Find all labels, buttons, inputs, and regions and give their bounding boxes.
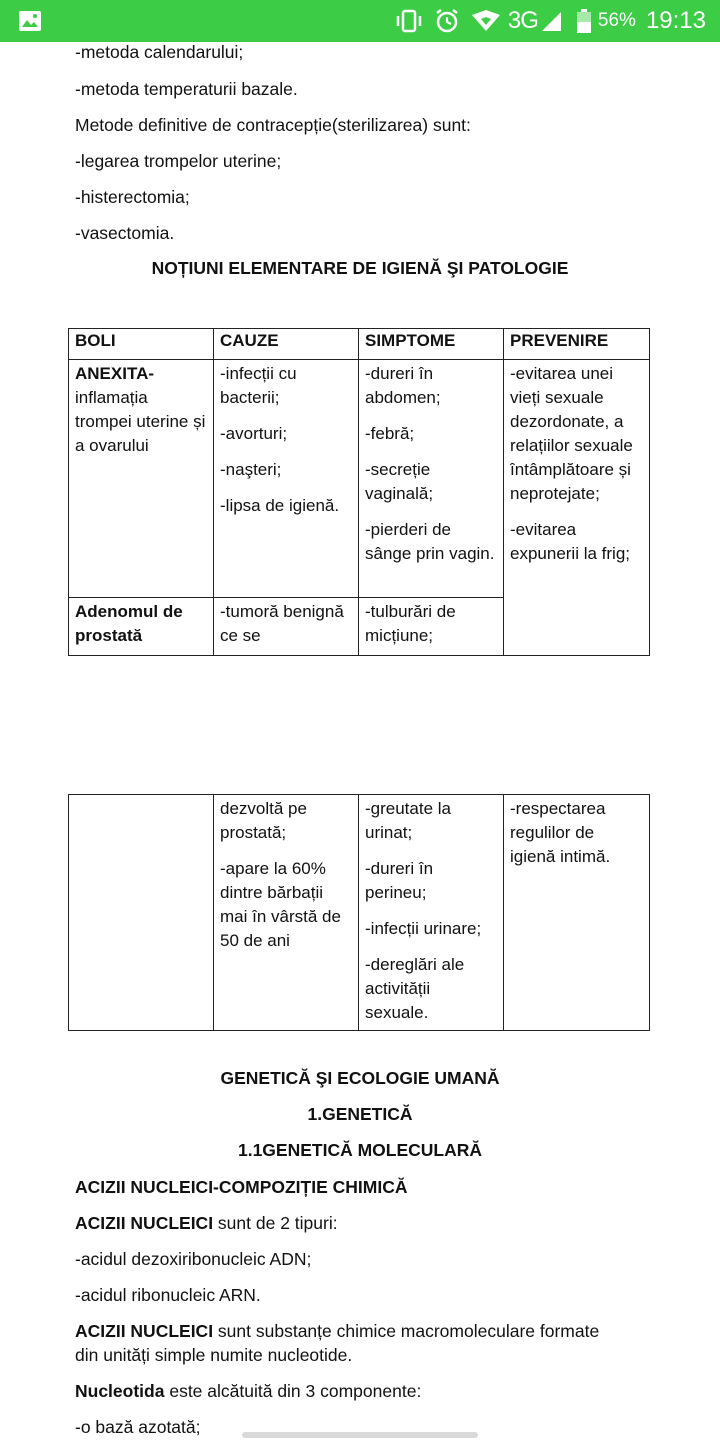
cause-item: -lipsa de igienă. [220, 496, 340, 515]
prevention-item: -evitarea unei vieți sexuale dezordonate, a relațiilor sexuale întâmplătoare și neprotejate; [510, 364, 633, 503]
battery-percent: 56% [597, 10, 636, 31]
text-line: -metoda calendarului; [75, 42, 244, 62]
bold-term: Nucleotida [75, 1381, 165, 1401]
text-line: -acidul dezoxiribonucleic ADN; [75, 1249, 312, 1269]
cause-cell [214, 795, 359, 1031]
alarm-icon [432, 8, 462, 34]
text-line: -o bază azotată; [75, 1417, 201, 1437]
symptom-item: -dureri în abdomen; [365, 364, 441, 407]
disease-cell [69, 360, 214, 598]
cause-item: -avorturi; [220, 424, 288, 443]
column-header: BOLI [69, 329, 214, 360]
text-line: -histerectomia; [75, 187, 190, 207]
section-title: GENETICĂ ŞI ECOLOGIE UMANĂ [220, 1068, 500, 1088]
symptom-cell [359, 598, 504, 656]
vibrate-icon [394, 9, 424, 33]
subsection-title: 1.1GENETICĂ MOLECULARĂ [237, 1140, 483, 1160]
cause-item: -infecții cu bacterii; [220, 364, 297, 407]
symptom-cell [359, 795, 504, 1031]
cause-cell [214, 360, 359, 598]
text-line [75, 1379, 421, 1403]
text-span: este alcătuită din 3 componente: [164, 1381, 422, 1401]
symptom-cell [359, 360, 504, 598]
table-row [69, 795, 650, 1031]
clock: 19:13 [645, 7, 706, 34]
prevention-cell [504, 360, 650, 656]
prevention-item: -respectarea regulilor de igienă intimă. [510, 799, 611, 866]
image-notification-icon [18, 10, 42, 32]
text-line [75, 1319, 599, 1343]
table-row [69, 360, 650, 598]
subsection-title: 1.GENETICĂ [307, 1104, 413, 1124]
wifi-icon [470, 9, 502, 33]
text-span: sunt de 2 tipuri: [213, 1213, 338, 1233]
symptom-item: -dereglări ale activității sexuale. [365, 955, 465, 1022]
text-line: -legarea trompelor uterine; [75, 151, 282, 171]
bold-term: ACIZII NUCLEICI [75, 1213, 214, 1233]
text-line [75, 1211, 338, 1235]
symptom-item: -infecții urinare; [365, 919, 482, 938]
disease-cell [69, 598, 214, 656]
symptom-item: -greutate la urinat; [365, 799, 451, 842]
cause-item: -tumoră benignă ce se [220, 602, 344, 645]
scroll-indicator[interactable] [242, 1432, 478, 1438]
disease-name: Adenomul de prostată [75, 602, 183, 645]
cause-item: dezvoltă pe prostată; [220, 799, 307, 842]
column-header: SIMPTOME [359, 329, 504, 360]
signal-icon [540, 10, 562, 32]
column-header: PREVENIRE [504, 329, 650, 360]
cause-item: -apare la 60% dintre bărbații mai în vârstă de 50 de ani [220, 859, 341, 950]
text-line: -vasectomia. [75, 223, 175, 240]
symptom-item: -febră; [365, 424, 415, 443]
text-span: sunt substanțe chimice macromoleculare formate [213, 1321, 600, 1341]
battery-icon [576, 8, 592, 34]
text-line: -acidul ribonucleic ARN. [75, 1285, 261, 1305]
network-type: 3G [507, 7, 538, 34]
table-header-row [69, 329, 650, 360]
section-title: NOȚIUNI ELEMENTARE DE IGIENĂ ŞI PATOLOGIE [151, 258, 569, 278]
status-bar [0, 0, 720, 42]
text-line: Metode definitive de contracepție(sterilizarea) sunt: [75, 115, 471, 135]
disease-description: inflamația trompei uterine și a ovarului [75, 388, 206, 455]
prevention-item: -evitarea expunerii la frig; [510, 520, 631, 563]
disease-name: ANEXITA- [75, 364, 155, 383]
cause-item: -naşteri; [220, 460, 282, 479]
disease-table-continued [68, 794, 650, 1031]
bold-term: ACIZII NUCLEICI [75, 1321, 214, 1341]
symptom-item: -dureri în perineu; [365, 859, 434, 902]
symptom-item: -pierderi de sânge prin vagin. [365, 520, 495, 563]
prevention-cell [504, 795, 650, 1031]
disease-table [68, 328, 650, 656]
text-line: -metoda temperaturii bazale. [75, 79, 298, 99]
symptom-item: -secreție vaginală; [365, 460, 434, 503]
text-line: din unități simple numite nucleotide. [75, 1345, 353, 1365]
disease-cell [69, 795, 214, 1031]
symptom-item: -tulburări de micțiune; [365, 602, 456, 645]
column-header: CAUZE [214, 329, 359, 360]
cause-cell [214, 598, 359, 656]
paragraph-heading: ACIZII NUCLEICI-COMPOZIȚIE CHIMICĂ [75, 1177, 408, 1197]
